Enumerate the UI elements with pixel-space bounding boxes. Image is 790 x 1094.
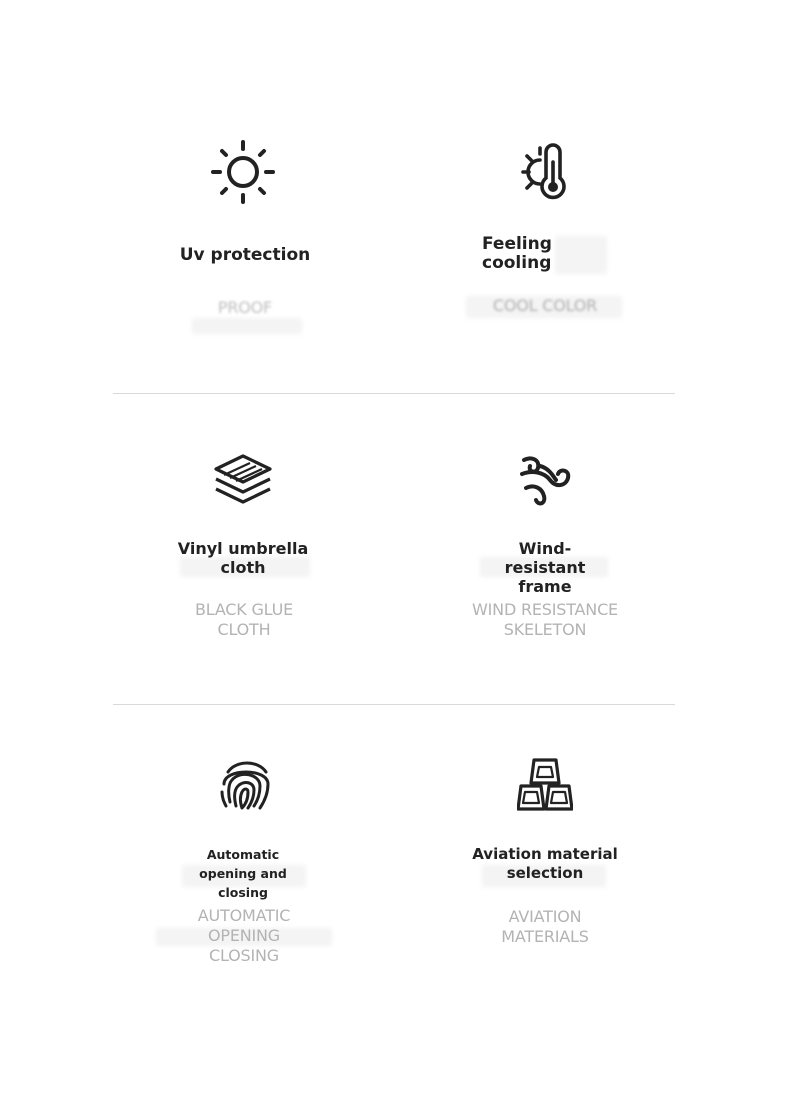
fingerprint-icon (218, 758, 274, 812)
smudge (555, 236, 607, 274)
feature-subtitle: AUTOMATIC OPENING CLOSING (197, 906, 291, 965)
feature-title: Aviation material selection (472, 845, 618, 882)
feature-title: Wind-resistant frame (504, 539, 586, 596)
feature-title: Feeling cooling (482, 234, 552, 273)
feature-subtitle: WIND RESISTANCE SKELETON (472, 600, 618, 639)
wind-icon (518, 452, 574, 508)
divider (113, 393, 675, 394)
smudge (192, 318, 302, 334)
sun-icon (211, 140, 275, 204)
layers-icon (212, 453, 274, 507)
gold-bars-icon (517, 756, 573, 812)
feature-subtitle: PROOF (217, 298, 273, 317)
divider (113, 704, 675, 705)
feature-title: Uv protection (179, 245, 311, 265)
feature-subtitle: BLACK GLUE CLOTH (194, 600, 293, 639)
feature-subtitle: AVIATION MATERIALS (501, 907, 589, 946)
thermometer-sun-icon (512, 142, 572, 202)
feature-title: Automatic opening and closing (199, 847, 287, 900)
feature-title: Vinyl umbrella cloth (177, 539, 309, 577)
feature-subtitle: COOL COLOR (492, 296, 598, 315)
